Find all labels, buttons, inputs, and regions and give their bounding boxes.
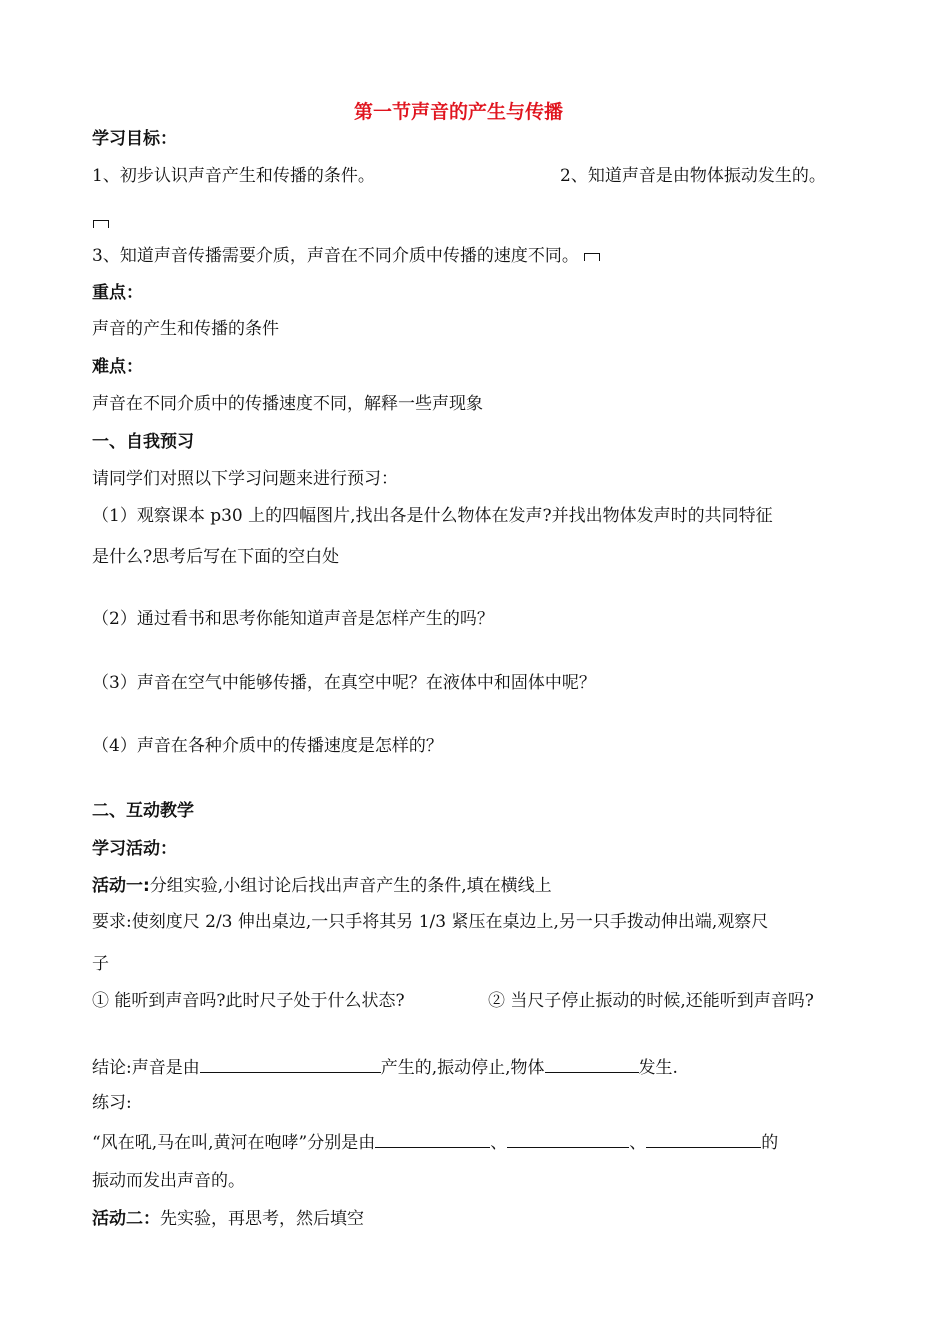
separator: 、 — [629, 1133, 647, 1153]
preview-intro: 请同学们对照以下学习问题来进行预习： — [92, 469, 398, 489]
goal-1: 1、初步认识声音产生和传播的条件。 — [92, 166, 375, 186]
practice-end: 的 — [761, 1133, 779, 1153]
activity-2 — [92, 1208, 364, 1230]
question-a: ① 能听到声音吗?此时尺子处于什么状态? — [92, 991, 405, 1011]
page-title: 第一节声音的产生与传播 — [354, 101, 564, 123]
goal-3: 3、知道声音传播需要介质，声音在不同介质中传播的速度不同。 — [92, 246, 579, 266]
bracket-icon — [584, 253, 600, 261]
activity-1-text: 分组实验,小组讨论后找出声音产生的条件,填在横线上 — [149, 876, 552, 896]
separator: 、 — [490, 1133, 508, 1153]
bracket-icon — [93, 220, 109, 228]
question-1-line2: 是什么?思考后写在下面的空白处 — [92, 547, 340, 567]
question-3: （3）声音在空气中能够传播，在真空中呢？在液体中和固体中呢？ — [92, 673, 596, 693]
blank-horse[interactable] — [507, 1129, 629, 1148]
conclusion — [92, 1054, 678, 1079]
difficulty-text: 声音在不同介质中的传播速度不同，解释一些声现象 — [92, 394, 483, 414]
practice-text: “风在吼,马在叫,黄河在咆哮”分别是由 — [92, 1133, 376, 1153]
question-b: ② 当尺子停止振动的时候,还能听到声音吗? — [488, 991, 814, 1011]
activities-heading: 学习活动： — [92, 839, 177, 859]
bracket-mark — [93, 212, 109, 234]
practice-heading: 练习: — [92, 1093, 132, 1113]
question-4: （4）声音在各种介质中的传播速度是怎样的？ — [92, 736, 443, 756]
difficulty-heading: 难点： — [92, 357, 143, 377]
interactive-heading: 二、互动教学 — [92, 801, 194, 821]
practice-line — [92, 1129, 778, 1154]
requirement-line2: 子 — [92, 954, 109, 974]
activity-2-label: 活动二： — [92, 1209, 160, 1229]
goal-2: 2、知道声音是由物体振动发生的。 — [560, 166, 826, 186]
question-2: （2）通过看书和思考你能知道声音是怎样产生的吗？ — [92, 609, 494, 629]
conclusion-part-b: 产生的,振动停止,物体 — [380, 1058, 545, 1078]
conclusion-part-a: 结论:声音是由 — [92, 1058, 200, 1078]
goal-3-line — [92, 245, 600, 267]
preview-heading: 一、自我预习 — [92, 432, 194, 452]
conclusion-part-c: 发生. — [638, 1058, 678, 1078]
blank-wind[interactable] — [375, 1129, 490, 1148]
requirement-line1: 要求:使刻度尺 2/3 伸出桌边,一只手将其另 1/3 紧压在桌边上,另一只手拨动伸出端,观察尺 — [92, 912, 769, 932]
key-heading: 重点： — [92, 283, 143, 303]
blank-river[interactable] — [646, 1129, 761, 1148]
activity-1 — [92, 875, 552, 897]
activity-1-label: 活动一: — [92, 876, 150, 896]
blank-stop[interactable] — [545, 1054, 639, 1073]
activity-2-text: 先实验，再思考，然后填空 — [160, 1209, 364, 1229]
question-1-line1: （1）观察课本 p30 上的四幅图片,找出各是什么物体在发声?并找出物体发声时的共同特征 — [92, 506, 773, 526]
blank-cause[interactable] — [200, 1054, 381, 1073]
practice-line2: 振动而发出声音的。 — [92, 1171, 245, 1191]
key-text: 声音的产生和传播的条件 — [92, 319, 279, 339]
goals-heading: 学习目标： — [92, 129, 177, 149]
